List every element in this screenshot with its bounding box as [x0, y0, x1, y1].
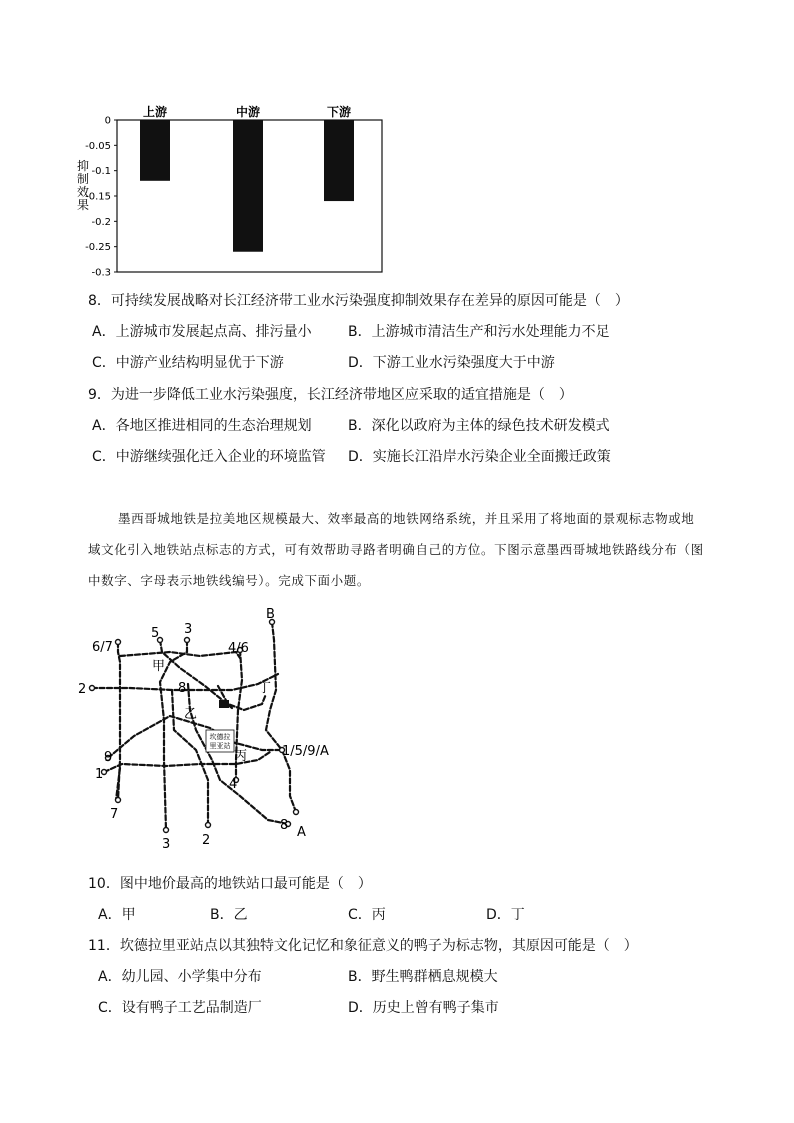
y-tick-label: -0.05: [85, 140, 111, 152]
category-label: 上游: [142, 105, 168, 119]
y-tick-label: -0.1: [91, 166, 111, 178]
metro-line-9: [108, 716, 282, 758]
question-10-option-a[interactable]: A．甲: [98, 907, 136, 923]
line-label-9: 9: [104, 750, 113, 765]
candelaria-label-1: 坎德拉: [209, 733, 231, 741]
station-ding: 丁: [258, 681, 272, 696]
station-bing: 丙: [234, 749, 248, 764]
question-8-option-d[interactable]: D．下游工业水污染强度大于中游: [348, 355, 555, 371]
line-label-8-bottom: 8: [280, 818, 289, 833]
question-9-option-b[interactable]: B．深化以政府为主体的绿色技术研发模式: [348, 418, 610, 434]
category-label: 下游: [326, 105, 352, 119]
line-label-3-top: 3: [184, 622, 193, 637]
line-label-a: A: [297, 825, 306, 840]
line-label-8-top: 8: [178, 681, 187, 696]
line-label-1-5-9-a: 1/5/9/A: [282, 744, 329, 759]
question-10-option-b[interactable]: B．乙: [210, 907, 248, 923]
y-tick-label: -0.3: [91, 267, 111, 279]
category-labels: [143, 104, 351, 119]
question-9-option-a[interactable]: A．各地区推进相同的生态治理规划: [92, 418, 312, 434]
question-9-stem: 9．为进一步降低工业水污染强度，长江经济带地区应采取的适宜措施是（ ）: [88, 387, 573, 403]
question-11-stem: 11．坎德拉里亚站点以其独特文化记忆和象征意义的鸭子为标志物，其原因可能是（ ）: [88, 938, 638, 954]
line-label-4: 4: [229, 777, 238, 792]
metro-line-5: [160, 640, 232, 708]
question-8-option-a[interactable]: A．上游城市发展起点高、排污量小: [92, 324, 312, 340]
line-label-2-bottom: 2: [202, 833, 211, 848]
bar-3: [324, 120, 354, 201]
question-8-stem: 8．可持续发展战略对长江经济带工业水污染强度抑制效果存在差异的原因可能是（ ）: [88, 293, 629, 309]
question-8-option-c[interactable]: C．中游产业结构明显优于下游: [92, 355, 284, 371]
bar-1: [140, 120, 170, 181]
line-label-2-west: 2: [78, 682, 87, 697]
question-9-option-d[interactable]: D．实施长江沿岸水污染企业全面搬迁政策: [348, 449, 611, 465]
bar-chart: [70, 100, 400, 285]
question-10-stem: 10．图中地价最高的地铁站口最可能是（ ）: [88, 876, 372, 892]
y-tick-label: -0.15: [85, 191, 111, 203]
bar-2: [233, 120, 263, 252]
metro-line-a-b: [266, 622, 296, 812]
y-tick-label: -0.25: [85, 242, 111, 254]
question-11-option-a[interactable]: A．幼儿园、小学集中分布: [98, 969, 262, 985]
candelaria-label-2: 里亚站: [209, 742, 231, 750]
line-label-3-bottom: 3: [162, 837, 171, 852]
line-label-1: 1: [95, 767, 104, 782]
y-axis-ticks: [85, 116, 117, 279]
question-11-option-c[interactable]: C．设有鸭子工艺品制造厂: [98, 1000, 262, 1016]
intro-line-1: 墨西哥城地铁是拉美地区规模最大、效率最高的地铁网络系统，并且采用了将地面的景观标志物或地: [118, 511, 695, 526]
station-yi: 乙: [184, 707, 198, 722]
y-tick-label: -0.2: [91, 216, 111, 228]
bars: [140, 120, 354, 252]
y-tick-label: 0: [104, 115, 111, 127]
line-label-5: 5: [151, 626, 160, 641]
metro-map: [0, 600, 360, 860]
y-axis-label: 抑制效果: [76, 159, 90, 212]
station-jia: 甲: [152, 659, 166, 674]
intro-line-3: 中数字、字母表示地铁线编号）。完成下面小题。: [88, 573, 370, 588]
question-11-option-b[interactable]: B．野生鸭群栖息规模大: [348, 969, 498, 985]
question-10-option-c[interactable]: C．丙: [348, 907, 386, 923]
line-label-4-6: 4/6: [228, 641, 249, 656]
category-label: 中游: [235, 105, 261, 119]
question-11-option-d[interactable]: D．历史上曾有鸭子集市: [348, 1000, 499, 1016]
question-9-option-c[interactable]: C．中游继续强化迁入企业的环境监管: [92, 449, 326, 465]
line-label-b: B: [266, 607, 275, 622]
building-icon: [219, 700, 229, 708]
question-10-option-d[interactable]: D．丁: [486, 907, 525, 923]
line-label-7: 7: [110, 807, 119, 822]
line-label-6-7: 6/7: [92, 640, 113, 655]
question-8-option-b[interactable]: B．上游城市清洁生产和污水处理能力不足: [348, 324, 610, 340]
intro-line-2: 域文化引入地铁站点标志的方式，可有效帮助寻路者明确自己的方位。下图示意墨西哥城地铁路线分布（图: [88, 542, 704, 557]
